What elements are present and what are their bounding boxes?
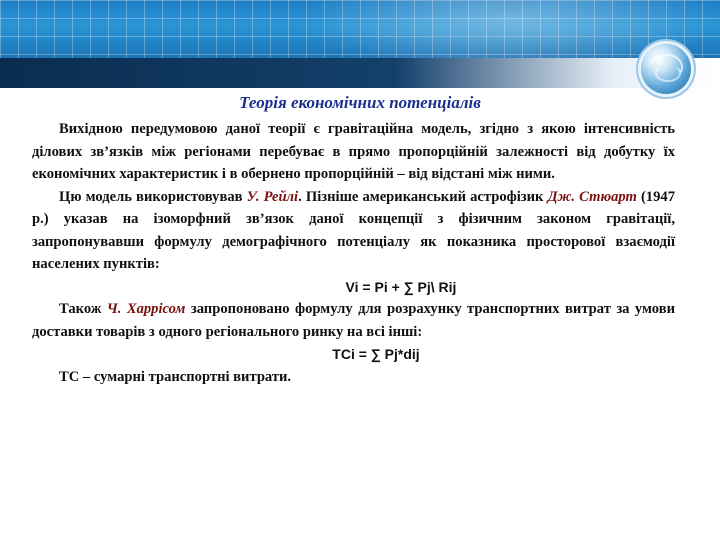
- p2-text-a: Цю модель використовував: [59, 188, 247, 205]
- author-harris: Ч. Харрісом: [106, 301, 186, 317]
- p2-text-b: . Пізніше американський астрофізик: [298, 188, 548, 205]
- formula-transport-cost: TCi = ∑ Pj*dij: [332, 346, 420, 362]
- globe-icon: [641, 44, 691, 94]
- paragraph-tc-definition: ТС – сумарні транспортні витрати.: [59, 368, 292, 385]
- author-reilly: У. Рейлі: [246, 188, 299, 205]
- paragraph-reilly-stewart: [32, 186, 675, 276]
- slide-body: [32, 118, 675, 388]
- author-stewart: Дж. Стюарт: [547, 188, 637, 205]
- formula-potential: Vi = Pi + ∑ Pj\ Rij: [345, 278, 457, 295]
- slide-title: Теорія економічних потенціалів: [239, 93, 481, 112]
- p2-text-c: (1947 р.) указав на ізоморфний зв’язок даної концепції з фізичним законом гравітації, запропонувавши формулу демографічного потенціалу як показника просторової взаємодії населених пунктів:: [32, 188, 675, 272]
- p3-text-a: Також: [59, 301, 107, 317]
- header-band: [0, 0, 720, 58]
- paragraph-harris: [32, 298, 675, 343]
- paragraph-gravity-model: Вихідною передумовою даної теорії є гравітаційна модель, згідно з якою інтенсивність ділових зв’язків між регіонами перебуває в прямо пропорційній залежності від добутку їх економічних характеристик і в оберненo пропорційній – від відстані між ними.: [32, 121, 675, 182]
- p3-text-b: запропоновано формулу для розрахунку транспортних витрат за умови доставки товарів з одного регіонального ринку на всі інші:: [32, 301, 675, 340]
- header-dark-strip: [0, 58, 720, 88]
